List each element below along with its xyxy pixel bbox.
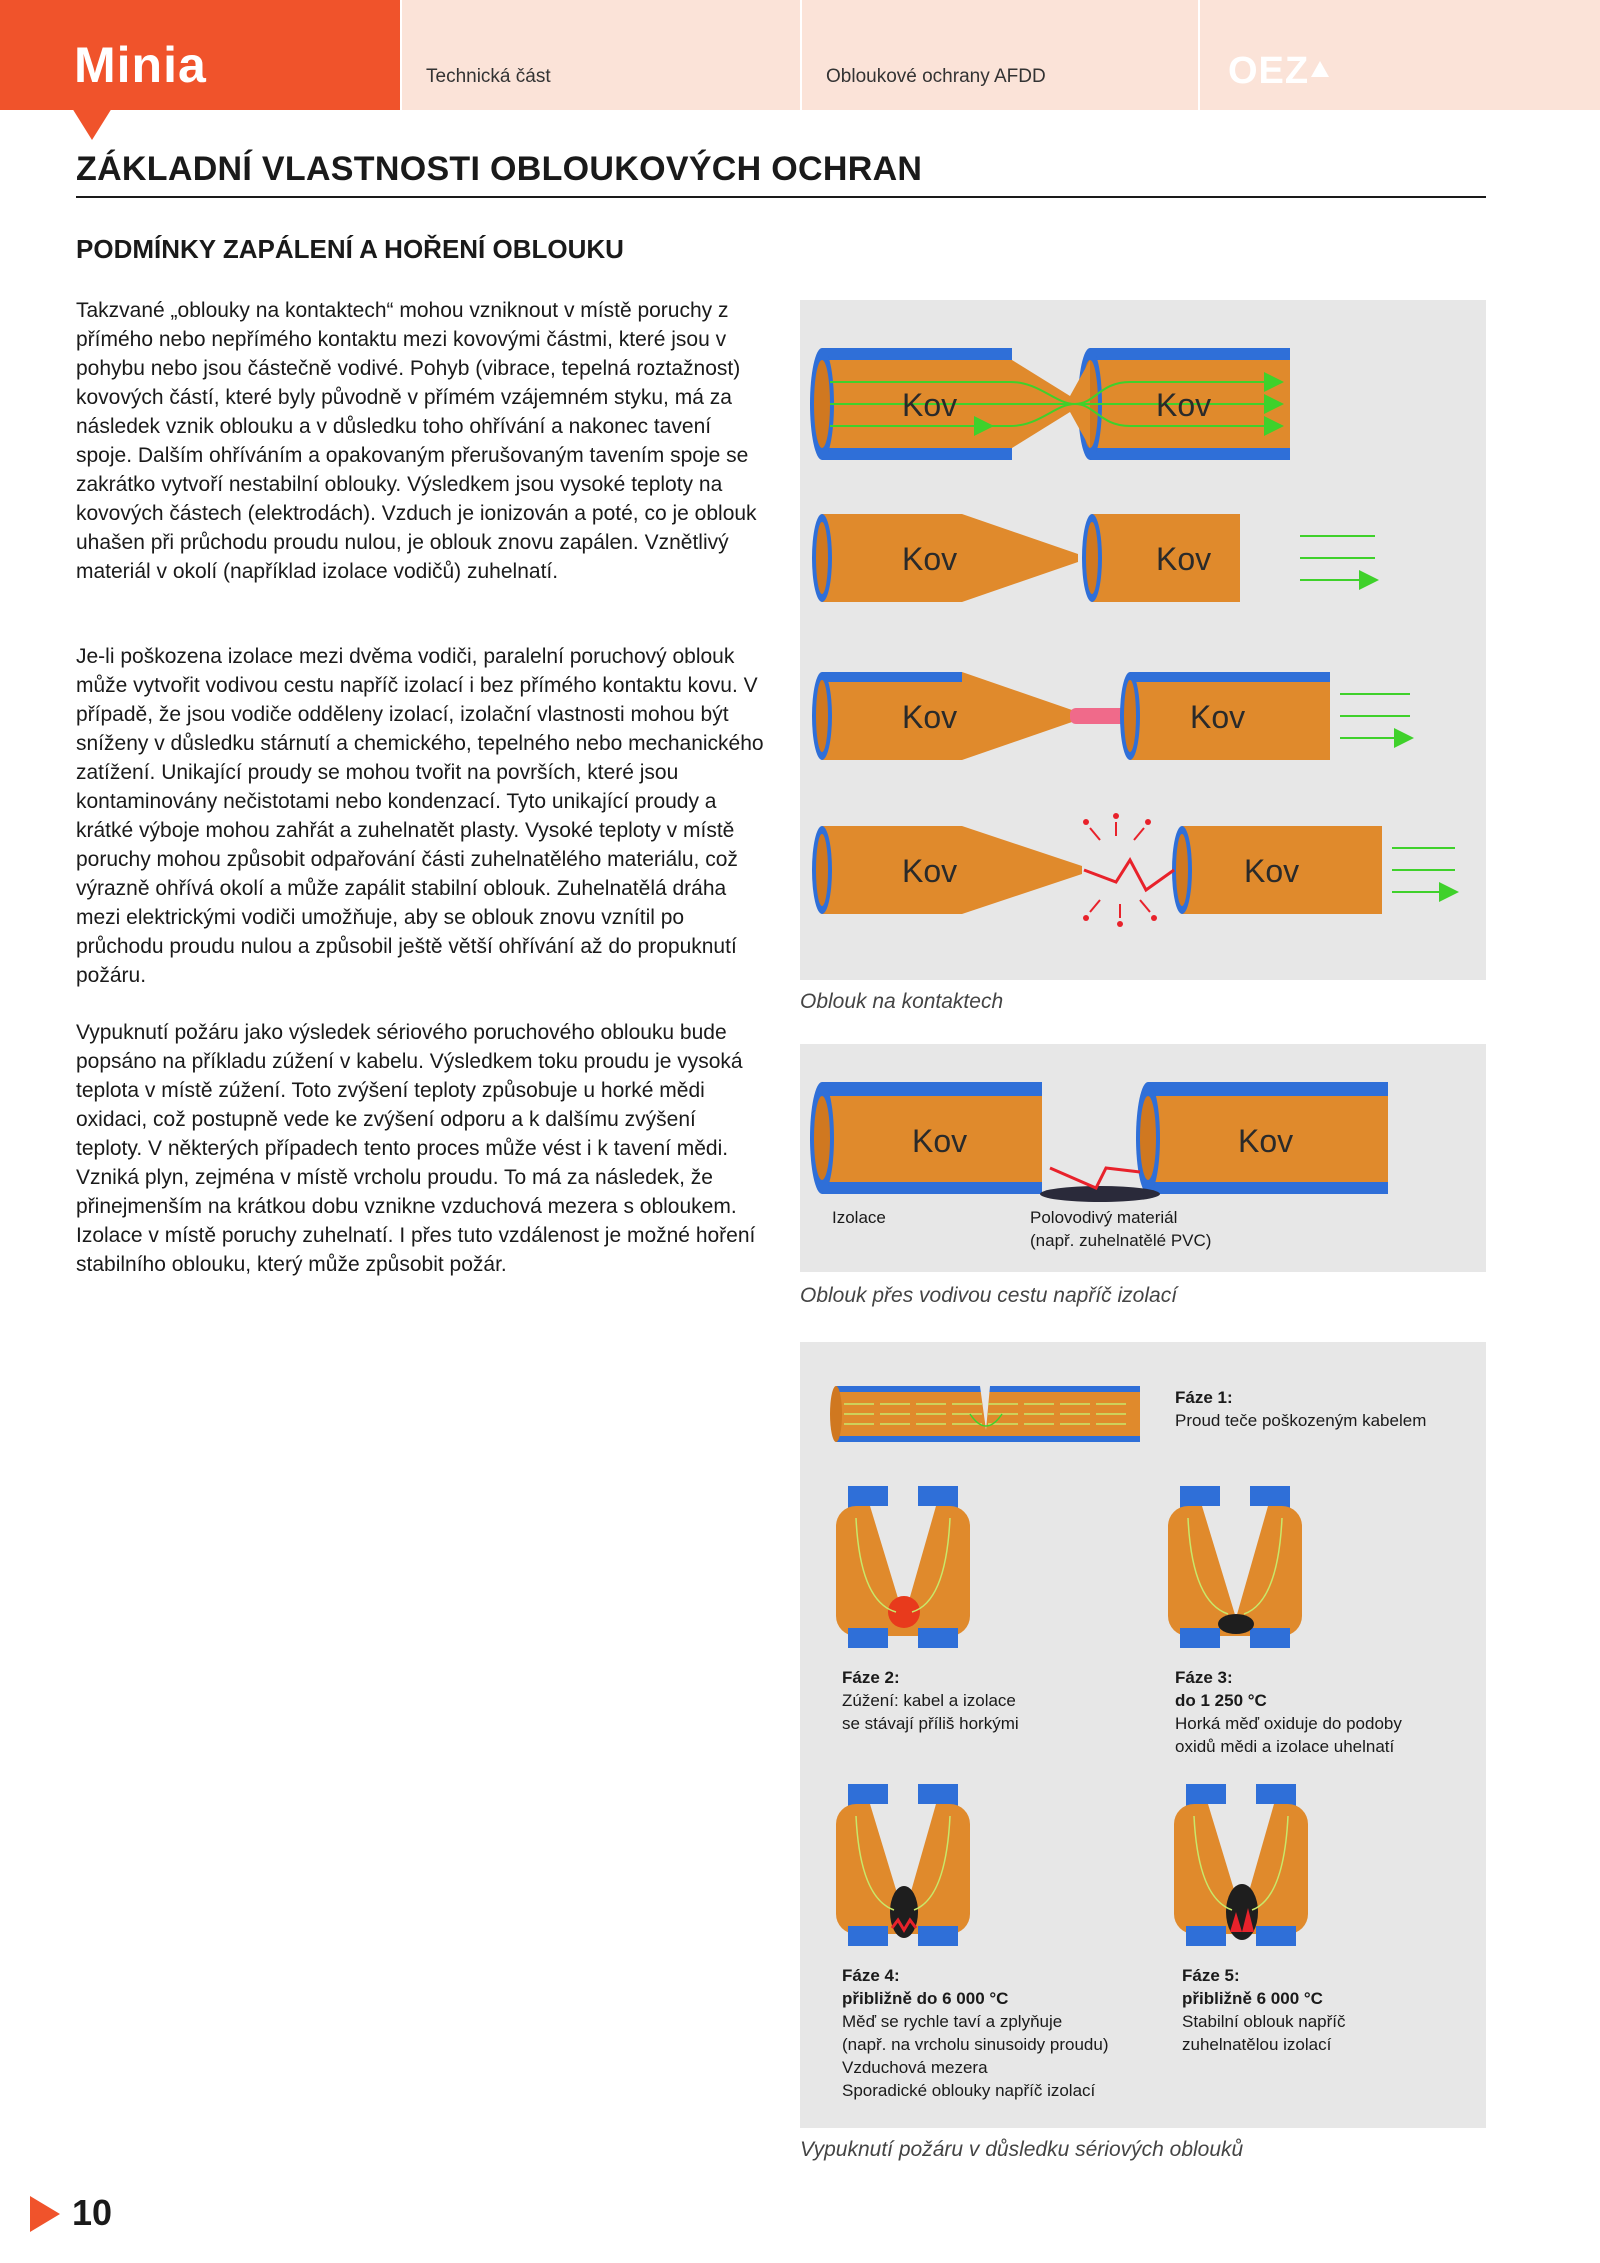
header-topic: Obloukové ochrany AFDD: [826, 66, 1046, 87]
phase3-cable: [1168, 1486, 1302, 1648]
brand-name: Minia: [74, 37, 207, 93]
phase2-cable: [836, 1486, 970, 1648]
oez-logo: OEZ: [1228, 50, 1310, 92]
kov-label: Kov: [902, 541, 958, 577]
kov-label: Kov: [902, 387, 958, 423]
label-semiconductive-line-2: (např. zuhelnatělé PVC): [1030, 1231, 1212, 1250]
phase3-label: [1175, 1666, 1402, 1758]
phase4-line-1: Měď se rychle taví a zplyňuje: [842, 2012, 1063, 2031]
contact-row-arc: [812, 813, 1455, 927]
brand-block: [0, 0, 400, 110]
kov-label: Kov: [902, 699, 958, 735]
phase4-label: [842, 1964, 1108, 2102]
page-arrow-icon: [30, 2196, 60, 2232]
kov-label: Kov: [1156, 541, 1212, 577]
kov-label: Kov: [912, 1123, 968, 1159]
phase4-temperature: přibližně do 6 000 °C: [842, 1989, 1009, 2008]
title-rule: [76, 196, 1486, 198]
phase4-line-4: Sporadické oblouky napříč izolací: [842, 2081, 1096, 2100]
paragraph-2: Je-li poškozena izolace mezi dvěma vodiči, paralelní poruchový oblouk může vytvořit vodivou cestu napříč izolací i bez přímého kontaktu kovu. V případě, že jsou vodiče odděleny izolací, izolační vlastnosti mohou být sníženy v důsledku stárnutí a chemického, tepelného nebo mechanického zatížení. Unikající proudy se mohou tvořit na površích, které jsou kontaminovány nečistotami nebo kondenzací. Tyto unikající proudy a krátké výboje mohou zahřát a zuhelnatět plasty. Vysoké teploty v místě poruchy mohou způsobit odpařování části zuhelnatělého materiálu, což výrazně ohřívá okolí a může zapálit stabilní oblouk. Zuhelnatělá dráha mezi elektrickými vodiči umožňuje, aby se oblouk znovu vznítil po průchodu proudu nulou a způsobil ještě větší ohřívání až do propuknutí požáru.: [76, 645, 764, 987]
figure-insulation-caption: Oblouk přes vodivou cestu napříč izolací: [800, 1284, 1178, 1307]
phase2-line-2: se stávají příliš horkými: [842, 1714, 1019, 1733]
phase1-title: Fáze 1:: [1175, 1388, 1233, 1407]
phase5-cable: [1174, 1784, 1308, 1946]
contact-row-hot-bridge: [812, 672, 1410, 760]
paragraph-3: Vypuknutí požáru jako výsledek sériového poruchového oblouku bude popsáno na příkladu zúžení v kabelu. Výsledkem toku proudu je vysoká teplota v místě zúžení. Toto zvýšení teploty způsobuje u horké mědi oxidaci, což postupně vede ke zvýšení odporu a k dalšímu zvýšení teploty. V některých případech tento proces může vést i k tavení mědi. Vzniká plyn, zejména v místě vrcholu proudu. To má za následek, že přinejmenším na krátkou dobu vznikne vzduchová mezera s obloukem. Izolace v místě poruchy zuhelnatí. I přes tuto vzdálenost je možné hoření stabilního oblouku, který může způsobit požár.: [76, 1021, 756, 1276]
label-insulation: Izolace: [832, 1208, 886, 1227]
phase5-label: [1182, 1964, 1346, 2056]
phase3-temperature: do 1 250 °C: [1175, 1691, 1267, 1710]
phase5-line-2: zuhelnatělou izolací: [1182, 2035, 1332, 2054]
phase4-line-3: Vzduchová mezera: [842, 2058, 988, 2077]
kov-label: Kov: [902, 853, 958, 889]
page-title: ZÁKLADNÍ VLASTNOSTI OBLOUKOVÝCH OCHRAN: [76, 150, 923, 188]
brand-notch: [72, 108, 112, 140]
paragraph-1: Takzvané „oblouky na kontaktech“ mohou vzniknout v místě poruchy z přímého nebo nepřímého kontaktu mezi kovovými částmi, které jsou v pohybu nebo jsou částečně vodivé. Pohyb (vibrace, tepelná roztažnost) kovových částí, které byly původně v přímém vzájemném styku, má za následek vznik oblouku a v důsledku toho ohřívání a nakonec tavení spoje. Dalším ohříváním a opakovaným přerušovaným tavením spoje se zakrátko vytvoří nestabilní oblouky. Výsledkem jsou vysoké teploty na kovových částech (elektrodách). Vzduch je ionizován a poté, co je oblouk uhašen při průchodu proudu nulou, je oblouk znovu zapálen. Vznětlivý materiál v okolí (například izolace vodičů) zuhelnatí.: [76, 299, 757, 583]
phase5-temperature: přibližně 6 000 °C: [1182, 1989, 1323, 2008]
phase5-line-1: Stabilní oblouk napříč: [1182, 2012, 1346, 2031]
phase3-title: Fáze 3:: [1175, 1668, 1233, 1687]
phase2-line-1: Zúžení: kabel a izolace: [842, 1691, 1016, 1710]
phase2-label: [842, 1666, 1019, 1735]
contact-row-separated: [812, 514, 1375, 602]
kov-label: Kov: [1238, 1123, 1294, 1159]
header-section-cell: [402, 0, 800, 110]
phase2-title: Fáze 2:: [842, 1668, 900, 1687]
header-topic-cell: [802, 0, 1198, 110]
phase1-label: [1175, 1386, 1426, 1432]
figure-contacts-caption: Oblouk na kontaktech: [800, 990, 1004, 1013]
label-semiconductive-line-1: Polovodivý materiál: [1030, 1208, 1178, 1227]
figure-contacts-diagram: [800, 300, 1486, 980]
kov-label: Kov: [1244, 853, 1300, 889]
phase1-text: Proud teče poškozeným kabelem: [1175, 1411, 1427, 1430]
logo-triangle-icon: [1310, 60, 1330, 78]
phase1-cable: [830, 1386, 1140, 1442]
phase4-cable: [836, 1784, 970, 1946]
header-section: Technická část: [426, 66, 551, 87]
kov-label: Kov: [1156, 387, 1212, 423]
label-semiconductive: [1030, 1206, 1211, 1252]
phase4-title: Fáze 4:: [842, 1966, 900, 1985]
kov-label: Kov: [1190, 699, 1246, 735]
phase4-line-2: (např. na vrcholu sinusoidy proudu): [842, 2035, 1109, 2054]
contact-row-touching: [810, 348, 1290, 460]
page-number: 10: [72, 2192, 113, 2233]
phase3-line-1: Horká měď oxiduje do podoby: [1175, 1714, 1402, 1733]
phase5-title: Fáze 5:: [1182, 1966, 1240, 1985]
phase3-line-2: oxidů mědi a izolace uhelnatí: [1175, 1737, 1395, 1756]
figure-phases-caption: Vypuknutí požáru v důsledku sériových oblouků: [800, 2138, 1244, 2161]
section-title: PODMÍNKY ZAPÁLENÍ A HOŘENÍ OBLOUKU: [76, 234, 624, 264]
